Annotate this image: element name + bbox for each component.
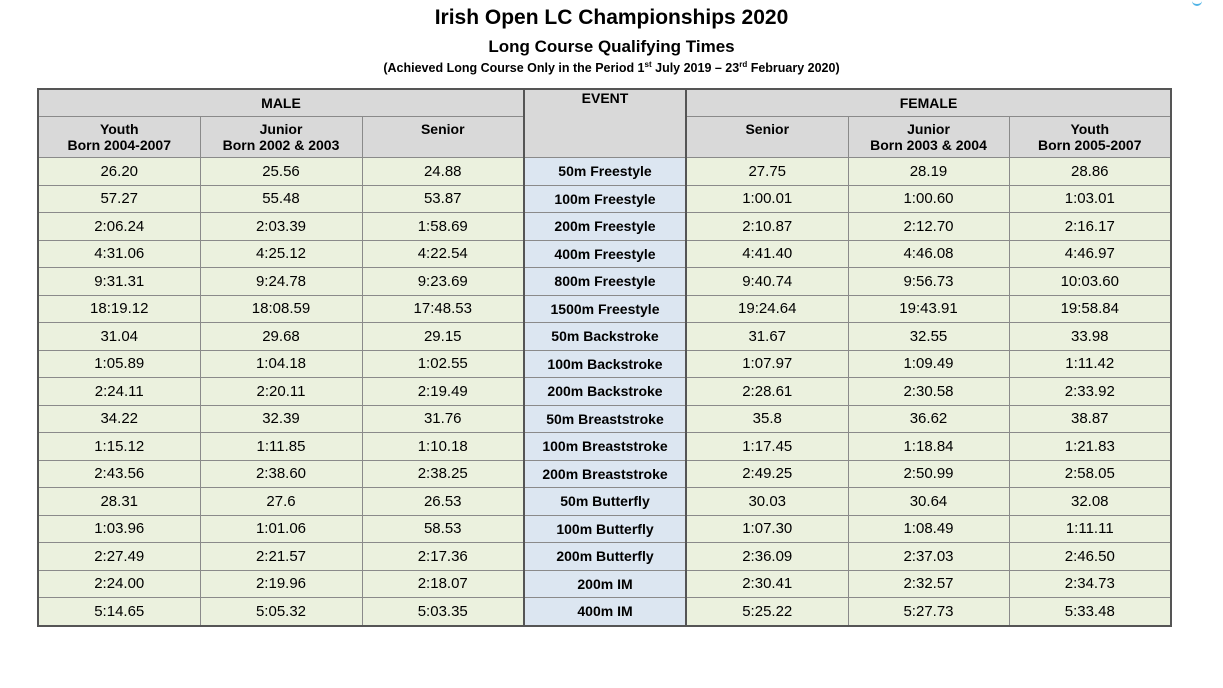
female-senior-time: 2:10.87 (686, 213, 848, 241)
male-senior-header: Senior (362, 117, 524, 138)
male-youth-header: Youth (38, 117, 200, 138)
male-junior-time: 2:19.96 (200, 570, 362, 598)
male-youth-time: 4:31.06 (38, 240, 200, 268)
period-text-middle: July 2019 – 23 (651, 61, 740, 75)
table-row (38, 295, 1171, 323)
event-name: 800m Freestyle (524, 268, 686, 296)
table-row (38, 570, 1171, 598)
male-youth-time: 2:24.00 (38, 570, 200, 598)
female-senior-time: 1:07.30 (686, 515, 848, 543)
male-senior-time: 26.53 (362, 488, 524, 516)
table-row (38, 460, 1171, 488)
male-senior-time: 1:02.55 (362, 350, 524, 378)
male-senior-time: 2:18.07 (362, 570, 524, 598)
male-junior-time: 2:21.57 (200, 543, 362, 571)
female-youth-time: 32.08 (1009, 488, 1171, 516)
event-name: 400m Freestyle (524, 240, 686, 268)
period-text-start: (Achieved Long Course Only in the Period 1 (383, 61, 645, 75)
male-junior-time: 1:01.06 (200, 515, 362, 543)
female-youth-time: 2:46.50 (1009, 543, 1171, 571)
female-junior-time: 2:30.58 (848, 378, 1009, 406)
male-youth-time: 57.27 (38, 185, 200, 213)
female-senior-time: 30.03 (686, 488, 848, 516)
male-senior-time: 58.53 (362, 515, 524, 543)
female-senior-time: 2:36.09 (686, 543, 848, 571)
female-senior-time: 1:00.01 (686, 185, 848, 213)
female-junior-time: 4:46.08 (848, 240, 1009, 268)
female-junior-time: 19:43.91 (848, 295, 1009, 323)
male-youth-time: 2:06.24 (38, 213, 200, 241)
period-superscript-st: st (644, 59, 652, 69)
male-youth-time: 9:31.31 (38, 268, 200, 296)
table-row (38, 213, 1171, 241)
female-youth-birth-years: Born 2005-2007 (1009, 137, 1171, 158)
female-youth-time: 33.98 (1009, 323, 1171, 351)
male-senior-time: 1:10.18 (362, 433, 524, 461)
event-column-header: EVENT (524, 89, 686, 158)
male-youth-time: 2:43.56 (38, 460, 200, 488)
male-senior-time: 9:23.69 (362, 268, 524, 296)
female-youth-time: 2:34.73 (1009, 570, 1171, 598)
female-junior-time: 1:18.84 (848, 433, 1009, 461)
event-name: 200m Butterfly (524, 543, 686, 571)
female-senior-time: 2:28.61 (686, 378, 848, 406)
event-name: 50m Freestyle (524, 158, 686, 186)
period-text-end: February 2020) (747, 61, 840, 75)
female-youth-time: 10:03.60 (1009, 268, 1171, 296)
table-row (38, 350, 1171, 378)
male-youth-time: 2:27.49 (38, 543, 200, 571)
female-youth-time: 19:58.84 (1009, 295, 1171, 323)
female-youth-time: 1:11.42 (1009, 350, 1171, 378)
male-senior-time: 17:48.53 (362, 295, 524, 323)
male-junior-time: 29.68 (200, 323, 362, 351)
male-junior-header: Junior (200, 117, 362, 138)
male-senior-birth-years (362, 137, 524, 158)
group-header-row (38, 89, 1171, 117)
male-senior-time: 2:38.25 (362, 460, 524, 488)
male-senior-time: 5:03.35 (362, 598, 524, 626)
event-name: 200m Freestyle (524, 213, 686, 241)
male-youth-time: 26.20 (38, 158, 200, 186)
male-youth-time: 31.04 (38, 323, 200, 351)
female-senior-time: 31.67 (686, 323, 848, 351)
female-youth-time: 5:33.48 (1009, 598, 1171, 626)
table-row (38, 543, 1171, 571)
female-junior-time: 1:08.49 (848, 515, 1009, 543)
female-youth-time: 1:03.01 (1009, 185, 1171, 213)
event-name: 1500m Freestyle (524, 295, 686, 323)
female-youth-header: Youth (1009, 117, 1171, 138)
event-name: 200m IM (524, 570, 686, 598)
female-junior-time: 28.19 (848, 158, 1009, 186)
male-youth-time: 2:24.11 (38, 378, 200, 406)
female-senior-time: 19:24.64 (686, 295, 848, 323)
table-row (38, 515, 1171, 543)
female-junior-time: 2:12.70 (848, 213, 1009, 241)
male-junior-time: 1:11.85 (200, 433, 362, 461)
table-row (38, 240, 1171, 268)
table-row (38, 323, 1171, 351)
male-junior-time: 27.6 (200, 488, 362, 516)
male-senior-time: 24.88 (362, 158, 524, 186)
male-senior-time: 2:17.36 (362, 543, 524, 571)
female-junior-header: Junior (848, 117, 1009, 138)
female-senior-header: Senior (686, 117, 848, 138)
female-youth-time: 2:16.17 (1009, 213, 1171, 241)
female-senior-time: 2:30.41 (686, 570, 848, 598)
event-name: 200m Backstroke (524, 378, 686, 406)
female-senior-time: 4:41.40 (686, 240, 848, 268)
page-subtitle: Long Course Qualifying Times (488, 37, 735, 56)
male-youth-time: 18:19.12 (38, 295, 200, 323)
female-junior-time: 36.62 (848, 405, 1009, 433)
female-youth-time: 4:46.97 (1009, 240, 1171, 268)
female-senior-birth-years (686, 137, 848, 158)
female-group-header: FEMALE (686, 89, 1171, 117)
male-youth-time: 5:14.65 (38, 598, 200, 626)
male-youth-time: 34.22 (38, 405, 200, 433)
female-junior-time: 2:50.99 (848, 460, 1009, 488)
female-senior-time: 1:07.97 (686, 350, 848, 378)
table-row (38, 598, 1171, 626)
event-name: 100m Freestyle (524, 185, 686, 213)
male-junior-birth-years: Born 2002 & 2003 (200, 137, 362, 158)
female-senior-time: 5:25.22 (686, 598, 848, 626)
female-senior-time: 35.8 (686, 405, 848, 433)
female-youth-time: 28.86 (1009, 158, 1171, 186)
table-row (38, 185, 1171, 213)
female-senior-time: 2:49.25 (686, 460, 848, 488)
female-senior-time: 1:17.45 (686, 433, 848, 461)
male-senior-time: 53.87 (362, 185, 524, 213)
male-youth-time: 1:03.96 (38, 515, 200, 543)
male-youth-birth-years: Born 2004-2007 (38, 137, 200, 158)
female-youth-time: 38.87 (1009, 405, 1171, 433)
female-junior-time: 1:00.60 (848, 185, 1009, 213)
qualifying-period-note (0, 61, 1223, 75)
event-name: 200m Breaststroke (524, 460, 686, 488)
event-name: 50m Breaststroke (524, 405, 686, 433)
event-name: 100m Backstroke (524, 350, 686, 378)
female-senior-time: 9:40.74 (686, 268, 848, 296)
table-row (38, 268, 1171, 296)
female-junior-birth-years: Born 2003 & 2004 (848, 137, 1009, 158)
female-junior-time: 1:09.49 (848, 350, 1009, 378)
female-junior-time: 5:27.73 (848, 598, 1009, 626)
male-junior-time: 18:08.59 (200, 295, 362, 323)
qualifying-times-table (37, 88, 1172, 627)
female-youth-time: 2:58.05 (1009, 460, 1171, 488)
female-junior-time: 32.55 (848, 323, 1009, 351)
male-junior-time: 32.39 (200, 405, 362, 433)
table-row (38, 488, 1171, 516)
male-senior-time: 1:58.69 (362, 213, 524, 241)
table-row (38, 158, 1171, 186)
female-youth-time: 1:21.83 (1009, 433, 1171, 461)
event-name: 50m Backstroke (524, 323, 686, 351)
female-junior-time: 9:56.73 (848, 268, 1009, 296)
male-junior-time: 2:20.11 (200, 378, 362, 406)
male-senior-time: 2:19.49 (362, 378, 524, 406)
female-youth-time: 1:11.11 (1009, 515, 1171, 543)
male-senior-time: 4:22.54 (362, 240, 524, 268)
page-title: Irish Open LC Championships 2020 (434, 6, 789, 29)
female-senior-time: 27.75 (686, 158, 848, 186)
male-senior-time: 29.15 (362, 323, 524, 351)
qualifying-times-body (38, 158, 1171, 626)
male-senior-time: 31.76 (362, 405, 524, 433)
male-group-header: MALE (38, 89, 524, 117)
male-youth-time: 28.31 (38, 488, 200, 516)
event-name: 100m Breaststroke (524, 433, 686, 461)
event-name: 100m Butterfly (524, 515, 686, 543)
female-junior-time: 2:32.57 (848, 570, 1009, 598)
male-junior-time: 4:25.12 (200, 240, 362, 268)
male-junior-time: 5:05.32 (200, 598, 362, 626)
table-row (38, 378, 1171, 406)
male-junior-time: 55.48 (200, 185, 362, 213)
table-row (38, 405, 1171, 433)
male-youth-time: 1:15.12 (38, 433, 200, 461)
period-superscript-rd: rd (739, 59, 748, 69)
male-youth-time: 1:05.89 (38, 350, 200, 378)
event-name: 400m IM (524, 598, 686, 626)
female-youth-time: 2:33.92 (1009, 378, 1171, 406)
male-junior-time: 9:24.78 (200, 268, 362, 296)
male-junior-time: 1:04.18 (200, 350, 362, 378)
male-junior-time: 2:03.39 (200, 213, 362, 241)
female-junior-time: 30.64 (848, 488, 1009, 516)
male-junior-time: 25.56 (200, 158, 362, 186)
table-row (38, 433, 1171, 461)
male-junior-time: 2:38.60 (200, 460, 362, 488)
female-junior-time: 2:37.03 (848, 543, 1009, 571)
event-name: 50m Butterfly (524, 488, 686, 516)
